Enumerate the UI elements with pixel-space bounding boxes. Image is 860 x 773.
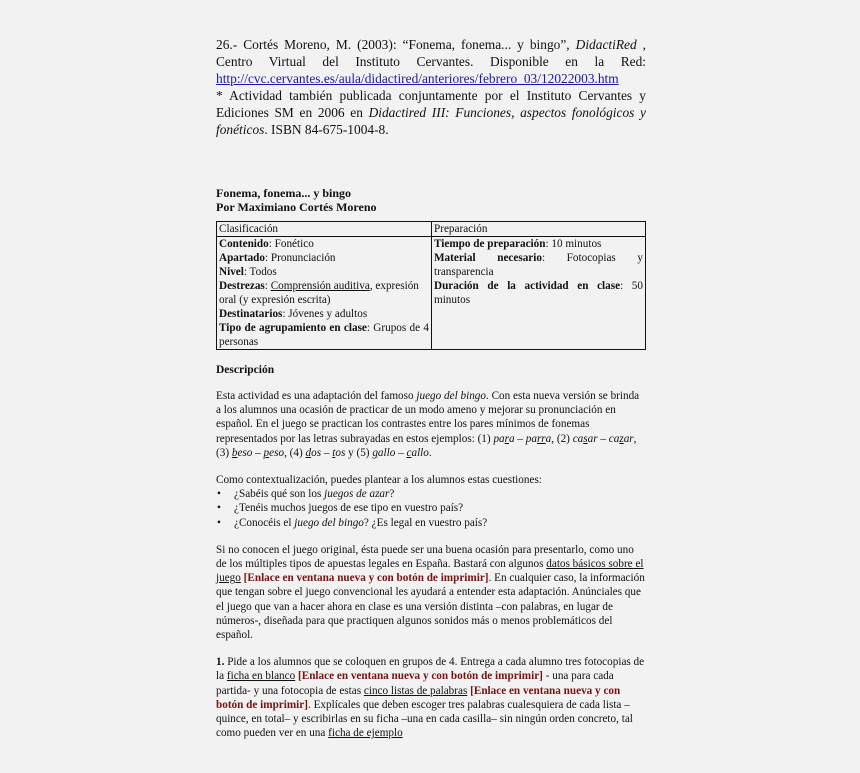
sep: y (5) — [345, 446, 373, 459]
w-u: r — [504, 432, 509, 445]
reference-block — [216, 36, 646, 138]
t: ? ¿Es legal en vuestro país? — [363, 516, 488, 529]
w-u: d — [305, 446, 312, 459]
row-label: Destinatarios — [219, 308, 283, 320]
example-word — [264, 447, 285, 459]
reference-text: , Centro Virtual del Instituto Cervantes. Disponible en la Red: — [216, 37, 646, 69]
w-u: s — [583, 432, 588, 445]
section-heading-descripcion: Descripción — [216, 364, 275, 376]
list-item — [216, 516, 646, 530]
tiempo-row — [434, 237, 643, 251]
example-word — [306, 447, 322, 459]
new-window-link-note[interactable]: [Enlace en ventana nueva y con botón de imprimir] — [216, 684, 621, 711]
w: allo — [377, 446, 396, 459]
author-line: Por Maximiano Cortés Moreno — [216, 200, 377, 214]
question-list — [216, 487, 646, 530]
material-row — [434, 251, 643, 279]
row-value: : 50 minutos — [434, 280, 643, 306]
paragraph-presentation — [216, 543, 646, 642]
row-label: Destrezas — [219, 280, 265, 292]
destinatarios-row — [219, 307, 429, 321]
bullet-icon: • — [217, 488, 221, 501]
row-label: Duración de la actividad en clase — [434, 280, 621, 292]
duracion-row — [434, 279, 643, 307]
t: Pide a los alumnos que se coloquen en grupos de 4. Entrega a cada alumno tres fotocopias de la — [216, 656, 645, 683]
italic-text: juego del bingo — [416, 390, 486, 402]
row-label: Nivel — [219, 266, 244, 278]
example-word — [573, 433, 598, 445]
classification-table — [216, 221, 646, 350]
listas-de-palabras-link[interactable]: cinco listas de palabras — [363, 684, 468, 697]
row-value: : Todos — [243, 266, 277, 278]
row-label: Material necesario — [434, 252, 542, 264]
example-word — [372, 447, 395, 459]
paragraph-context — [216, 473, 646, 530]
dash: – — [321, 446, 333, 459]
row-label: Contenido — [219, 238, 269, 250]
row-value: : Fonético — [268, 238, 314, 250]
row-label: Tiempo de preparación — [434, 238, 546, 250]
bullet-icon: • — [217, 502, 221, 515]
dash: – — [252, 446, 264, 459]
paragraph-step-1 — [216, 655, 646, 740]
sep: , (3) — [216, 432, 637, 459]
w-u: g — [372, 446, 378, 459]
row-label: Tipo de agrupamiento en clase — [219, 322, 367, 334]
dash: – — [597, 432, 609, 445]
document-page — [216, 36, 646, 740]
t: - una para cada partida- y una fotocopia de estas — [216, 670, 614, 697]
row-value: : Pronunciación — [265, 252, 336, 264]
t-i: juegos de azar — [324, 488, 390, 501]
paragraph-intro — [216, 389, 646, 460]
w-u: p — [263, 446, 270, 459]
w: ca — [608, 432, 620, 445]
dash: – — [514, 432, 526, 445]
example-word — [493, 433, 514, 445]
w: os — [335, 446, 346, 459]
w: allo — [411, 446, 429, 459]
journal-name: DidactiRed — [575, 37, 637, 52]
example-word — [232, 447, 253, 459]
example-word — [526, 433, 552, 445]
w: a — [508, 432, 515, 445]
t: Si no conocen el juego original, ésta puede ser una buena ocasión para presentarlo, como uno de los múltiples tipos de apuestas legales en España. Bastará con algunos — [216, 543, 634, 571]
table-header-classification: Clasificación — [217, 222, 432, 237]
sep: , (2) — [551, 432, 573, 445]
activity-title — [216, 186, 646, 214]
t: ¿Tenéis muchos juegos de ese tipo en vuestro país? — [234, 502, 464, 515]
classification-cell — [217, 237, 432, 350]
agrupamiento-row — [219, 321, 429, 349]
step-number: 1. — [216, 656, 225, 669]
w: ar — [623, 432, 634, 445]
list-item — [216, 487, 646, 501]
apartado-row — [219, 251, 429, 265]
w: os — [311, 446, 322, 459]
sep: , (4) — [284, 446, 306, 459]
t: ? — [389, 488, 395, 501]
text: Esta actividad es una adaptación del famoso — [216, 390, 417, 402]
row-label: Apartado — [219, 252, 265, 264]
row-value: : Jóvenes y adultos — [282, 308, 368, 320]
note-isbn: . ISBN 84-675-1004-8. — [264, 122, 389, 137]
example-word — [407, 447, 429, 459]
w: ar — [587, 432, 598, 445]
preparation-cell — [432, 237, 646, 350]
example-word — [609, 433, 634, 445]
list-item — [216, 501, 646, 515]
t-i: juego del bingo — [294, 516, 364, 529]
bullet-icon: • — [217, 516, 221, 529]
ficha-en-blanco-link[interactable]: ficha en blanco — [226, 670, 296, 683]
w: a — [545, 432, 552, 445]
reference-text: 26.- Cortés Moreno, M. (2003): “Fonema, fonema... y bingo”, — [216, 37, 576, 52]
t: . Explícales que deben escoger tres palabras cualesquiera de cada lista –quince, en total– y escribirlas en su ficha –una en cada casilla– sin ningún orden concreto, tal como pueden ver en una — [216, 698, 633, 740]
destrezas-row — [219, 279, 429, 307]
w-u: b — [231, 446, 238, 459]
w-u: z — [619, 432, 624, 445]
new-window-link-note[interactable]: [Enlace en ventana nueva y con botón de imprimir] — [243, 572, 489, 585]
contenido-row — [219, 237, 429, 251]
t: ¿Sabéis qué son los — [234, 488, 325, 501]
w-u: rr — [536, 432, 546, 445]
title-line: Fonema, fonema... y bingo — [216, 186, 351, 200]
row-value: , expresión oral (y expresión escrita) — [219, 280, 419, 306]
table-header-preparation: Preparación — [432, 222, 646, 237]
text: . Con esta nueva versión se brinda a los alumnos una ocasión de practicar de un modo ameno y mejorar su pronunciación en español. En el juego se practican los contrastes entre los pares mínimos de fonemas representados por las letras subrayadas en estos ejemplos: (1) — [216, 390, 640, 445]
reference-note — [216, 87, 646, 138]
nivel-row — [219, 265, 429, 279]
ficha-de-ejemplo-link[interactable]: ficha de ejemplo — [328, 727, 403, 740]
t: ¿Conocéis el — [234, 516, 295, 529]
row-value: : Grupos de 4 personas — [219, 322, 430, 348]
w: eso — [237, 446, 253, 459]
period: . — [428, 446, 432, 459]
w: pa — [493, 432, 505, 445]
row-value: : Fotocopias y transparencia — [434, 252, 643, 278]
row-sep: : — [264, 280, 271, 292]
new-window-link-note[interactable]: [Enlace en ventana nueva y con botón de imprimir] — [295, 670, 543, 683]
row-value-underlined: Comprensión auditiva — [270, 280, 370, 292]
reference-url-link[interactable]: http://cvc.cervantes.es/aula/didactired/anteriores/febrero_03/12022003.htm — [216, 71, 619, 86]
row-value: : 10 minutos — [545, 238, 602, 250]
context-text: Como contextualización, puedes plantear a los alumnos estas cuestiones: — [216, 474, 542, 487]
note-book-title: Didactired III: Funciones, aspectos fonológicos y fonéticos — [216, 105, 646, 137]
datos-basicos-link[interactable]: datos básicos sobre el juego — [216, 558, 644, 585]
w: eso — [269, 446, 285, 459]
w: ca — [572, 432, 584, 445]
example-word — [332, 447, 345, 459]
note-text: * Actividad también publicada conjuntamente por el Instituto Cervantes y Ediciones SM en 2006 en — [216, 88, 646, 120]
w-u: c — [406, 446, 412, 459]
dash: – — [395, 446, 407, 459]
w-u: t — [332, 446, 336, 459]
w: pa — [525, 432, 537, 445]
t: . En cualquier caso, la información que tengan sobre el juego convencional les ayudará a entender esta adaptación. Anúnciales que el juego que van a hacer ahora en clase es una versión distinta –con palabras, en lugar de números-, diseñada para que practiquen algunos sonidos más o menos problemáticos del español. — [216, 572, 645, 642]
